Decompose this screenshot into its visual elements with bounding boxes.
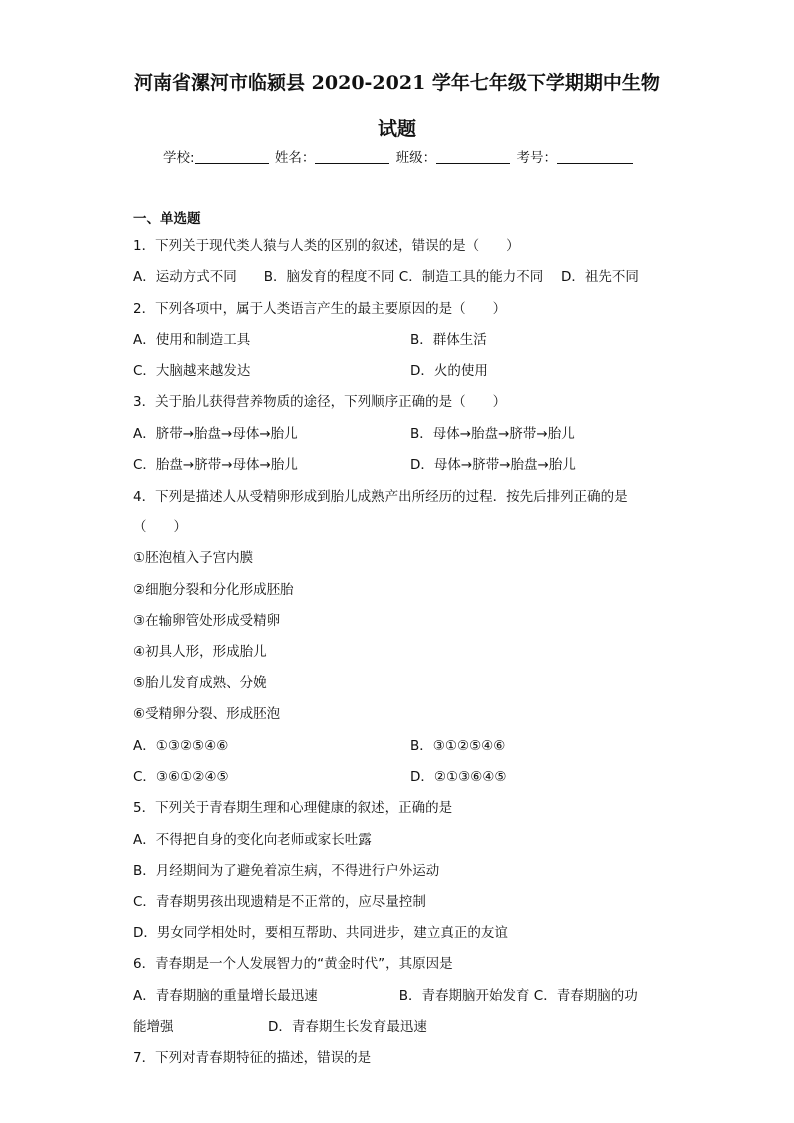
question-4-paren: （ ） xyxy=(133,519,187,535)
question-5-option-c: C．青春期男孩出现遗精是不正常的，应尽量控制 xyxy=(133,894,426,910)
question-2-option-d: D．火的使用 xyxy=(410,363,488,379)
question-4-option-b: B．③①②⑤④⑥ xyxy=(410,738,506,754)
question-5-option-b: B．月经期间为了避免着凉生病，不得进行户外运动 xyxy=(133,863,440,879)
question-4-step-1: ①胚泡植入子宫内膜 xyxy=(133,550,254,566)
school-label: 学校: xyxy=(163,150,195,166)
question-6-stem: 6．青春期是一个人发展智力的“黄金时代”，其原因是 xyxy=(133,956,453,972)
number-blank xyxy=(557,149,633,164)
question-2-option-b: B．群体生活 xyxy=(410,332,487,348)
number-label: 考号： xyxy=(516,150,557,166)
question-5-stem: 5．下列关于青春期生理和心理健康的叙述，正确的是 xyxy=(133,800,453,816)
student-info-line xyxy=(163,146,635,166)
question-6-options-line-2: 能增强 D．青春期生长发育最迅速 xyxy=(133,1019,427,1035)
question-4-option-d: D．②①③⑥④⑤ xyxy=(410,769,507,785)
question-2-option-c: C．大脑越来越发达 xyxy=(133,363,251,379)
question-4-option-c: C．③⑥①②④⑤ xyxy=(133,769,229,785)
question-4-step-3: ③在输卵管处形成受精卵 xyxy=(133,613,281,629)
question-5-option-d: D．男女同学相处时，要相互帮助、共同进步，建立真正的友谊 xyxy=(133,925,508,941)
question-4-option-a: A．①③②⑤④⑥ xyxy=(133,738,229,754)
school-blank xyxy=(195,149,269,164)
question-7-stem: 7．下列对青春期特征的描述，错误的是 xyxy=(133,1050,372,1066)
name-blank xyxy=(315,149,389,164)
section-heading: 一、单选题 xyxy=(133,211,201,227)
name-label: 姓名： xyxy=(274,150,316,166)
question-3-option-c: C．胎盘→脐带→母体→胎儿 xyxy=(133,457,298,473)
question-3-option-a: A．脐带→胎盘→母体→胎儿 xyxy=(133,426,298,442)
page-title: 河南省漯河市临颍县 2020-2021 学年七年级下学期期中生物 xyxy=(134,72,660,94)
question-2-stem: 2．下列各项中，属于人类语言产生的最主要原因的是（ ） xyxy=(133,301,507,317)
question-3-option-d: D．母体→脐带→胎盘→胎儿 xyxy=(410,457,576,473)
class-label: 班级： xyxy=(395,150,437,166)
question-2-option-a: A．使用和制造工具 xyxy=(133,332,251,348)
question-1-stem: 1．下列关于现代类人猿与人类的区别的叙述，错误的是（ ） xyxy=(133,238,520,254)
question-1-options: A．运动方式不同 B．脑发育的程度不同 C．制造工具的能力不同 D．祖先不同 xyxy=(133,269,639,285)
question-4-stem: 4．下列是描述人从受精卵形成到胎儿成熟产出所经历的过程．按先后排列正确的是 xyxy=(133,489,628,505)
page-title-continued: 试题 xyxy=(377,118,416,140)
question-4-step-5: ⑤胎儿发育成熟、分娩 xyxy=(133,675,267,691)
question-4-step-6: ⑥受精卵分裂、形成胚泡 xyxy=(133,706,281,722)
question-5-option-a: A．不得把自身的变化向老师或家长吐露 xyxy=(133,832,372,848)
question-6-options-line-1: A．青春期脑的重量增长最迅速 B．青春期脑开始发育 C．青春期脑的功 xyxy=(133,988,638,1004)
class-blank xyxy=(436,149,510,164)
question-4-step-4: ④初具人形，形成胎儿 xyxy=(133,644,267,660)
question-3-stem: 3．关于胎儿获得营养物质的途径，下列顺序正确的是（ ） xyxy=(133,394,507,410)
question-4-step-2: ②细胞分裂和分化形成胚胎 xyxy=(133,582,294,598)
question-3-option-b: B．母体→胎盘→脐带→胎儿 xyxy=(410,426,575,442)
